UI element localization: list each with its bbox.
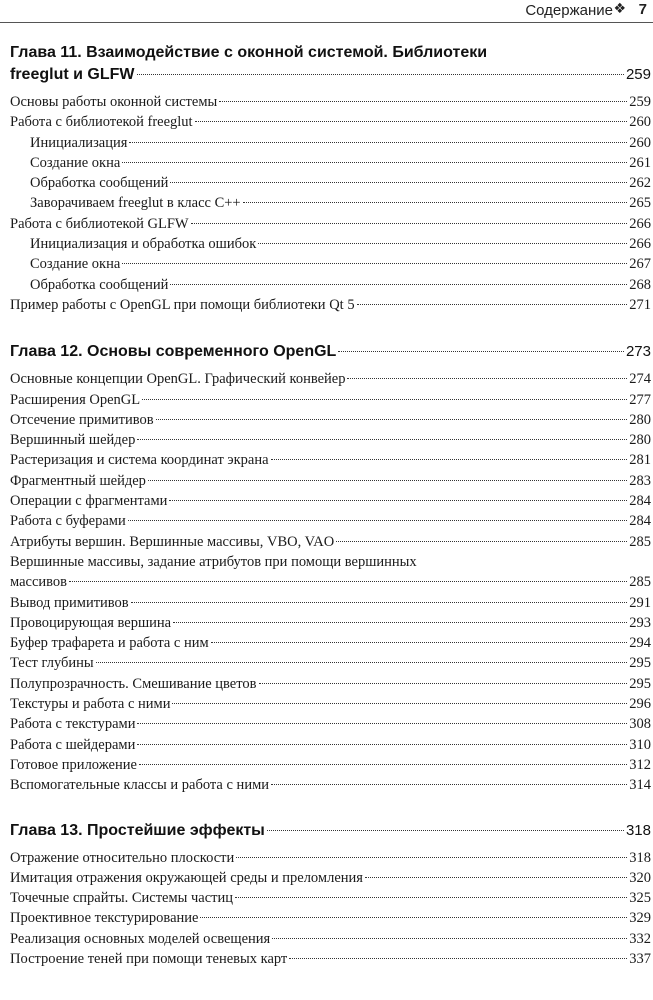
toc-entry-page-number: 280 <box>629 411 651 428</box>
toc-entry-page-number: 332 <box>629 930 651 947</box>
dot-leader <box>338 351 624 352</box>
toc-entry-label: Пример работы с OpenGL при помощи библиотеки Qt 5 <box>10 296 355 313</box>
dot-leader <box>137 744 627 745</box>
toc-entry[interactable] <box>10 92 651 112</box>
toc-entry-page-number: 261 <box>629 154 651 171</box>
dot-leader <box>191 223 628 224</box>
toc-entry-page-number: 325 <box>629 890 651 907</box>
toc-entry-label: Проективное текстурирование <box>10 910 199 927</box>
toc-entry[interactable] <box>10 593 651 613</box>
toc-entry-page-number: 265 <box>629 195 651 212</box>
toc-entry[interactable] <box>10 112 651 132</box>
toc-entry-label: Отсечение примитивов <box>10 411 154 428</box>
toc-entry-page-number: 284 <box>629 513 651 530</box>
dot-leader <box>172 703 627 704</box>
toc-entry-page-number: 294 <box>629 635 651 652</box>
toc-entry[interactable] <box>10 755 651 775</box>
dot-leader <box>148 480 627 481</box>
toc-entry[interactable] <box>10 275 651 295</box>
toc-entry[interactable] <box>10 848 651 868</box>
toc-entry-page-number: 295 <box>629 675 651 692</box>
toc-entry-page-number: 266 <box>629 215 651 232</box>
header-page-number: 7 <box>638 1 647 18</box>
dot-leader <box>195 121 628 122</box>
toc-entry[interactable] <box>10 491 651 511</box>
chapter-title[interactable] <box>10 341 651 363</box>
toc-entry[interactable] <box>10 430 651 450</box>
toc-entry[interactable] <box>10 450 651 470</box>
toc-entry-page-number: 271 <box>629 296 651 313</box>
chapter-title-line: Глава 11. Взаимодействие с оконной системой. Библиотеки <box>10 44 488 61</box>
toc-entry-label: Отражение относительно плоскости <box>10 849 235 866</box>
toc-entry[interactable] <box>10 133 651 153</box>
toc-entry-page-number: 281 <box>629 452 651 469</box>
dot-leader <box>139 764 627 765</box>
toc-entry-label: Провоцирующая вершина <box>10 614 172 631</box>
toc-entry[interactable] <box>10 173 651 193</box>
toc-entry-label: Заворачиваем freeglut в класс C++ <box>30 195 241 212</box>
toc-entry-page-number: 268 <box>629 276 651 293</box>
toc-entry-page-number: 284 <box>629 493 651 510</box>
dot-leader <box>259 683 628 684</box>
chapter-block <box>10 42 651 315</box>
toc-entry-page-number: 296 <box>629 696 651 713</box>
toc-entry-label: Растеризация и система координат экрана <box>10 452 269 469</box>
chapter-page-number: 259 <box>625 66 651 83</box>
dot-leader <box>271 784 627 785</box>
toc-entry-label: Обработка сообщений <box>30 175 169 192</box>
toc-entry-page-number: 277 <box>629 391 651 408</box>
toc-entry-page-number: 283 <box>629 472 651 489</box>
toc-entry-label: Работа с библиотекой GLFW <box>10 215 189 232</box>
dot-leader <box>267 830 624 831</box>
chapter-page-number: 273 <box>625 343 651 361</box>
toc-entry-label: Работа с текстурами <box>10 716 136 733</box>
toc-entry[interactable] <box>10 775 651 795</box>
entry-list <box>10 369 651 795</box>
chapter-title[interactable] <box>10 42 651 86</box>
toc-entry-page-number: 285 <box>629 574 651 591</box>
dot-leader <box>357 304 628 305</box>
toc-entry[interactable] <box>10 674 651 694</box>
toc-entry[interactable] <box>10 929 651 949</box>
toc-entry-label: Обработка сообщений <box>30 276 169 293</box>
dot-leader <box>142 399 627 400</box>
toc-entry[interactable] <box>10 552 651 593</box>
dot-leader <box>365 877 627 878</box>
dot-leader <box>289 958 627 959</box>
toc-entry[interactable] <box>10 153 651 173</box>
toc-entry-label: Работа с буферами <box>10 513 126 530</box>
toc-entry-label: Имитация отражения окружающей среды и преломления <box>10 869 363 886</box>
toc-entry-label: Вспомогательные классы и работа с ними <box>10 777 270 794</box>
toc-entry[interactable] <box>10 193 651 213</box>
toc-entry[interactable] <box>10 390 651 410</box>
toc-entry[interactable] <box>10 295 651 315</box>
toc-entry-label: Работа с библиотекой freeglut <box>10 114 193 131</box>
dot-leader <box>170 182 627 183</box>
toc-entry[interactable] <box>10 369 651 389</box>
toc-entry-label: Создание окна <box>30 256 121 273</box>
toc-entry[interactable] <box>10 694 651 714</box>
toc-entry-label: Основы работы оконной системы <box>10 94 218 110</box>
toc-entry[interactable] <box>10 471 651 491</box>
dot-leader <box>137 723 627 724</box>
toc-entry-page-number: 266 <box>629 236 651 253</box>
dot-leader <box>336 541 627 542</box>
toc-entry-label: Построение теней при помощи теневых карт <box>10 950 288 967</box>
toc-entry-label: Вершинный шейдер <box>10 432 136 449</box>
dot-leader <box>170 284 627 285</box>
toc-entry-page-number: 285 <box>629 533 651 550</box>
toc-entry-label: Текстуры и работа с ними <box>10 696 171 713</box>
dot-leader <box>137 439 627 440</box>
dot-leader <box>211 642 628 643</box>
chapter-block <box>10 820 651 970</box>
toc-entry-page-number: 312 <box>629 756 651 773</box>
toc-entry-label: Реализация основных моделей освещения <box>10 930 271 947</box>
toc-entry-label: Инициализация <box>30 134 128 151</box>
dot-leader <box>122 263 627 264</box>
dot-leader <box>122 162 627 163</box>
toc-entry[interactable] <box>10 511 651 531</box>
entry-list <box>10 848 651 970</box>
toc-entry-label: Создание окна <box>30 154 121 171</box>
toc-entry-page-number: 259 <box>629 94 651 110</box>
dot-leader <box>272 938 627 939</box>
toc-entry[interactable] <box>10 714 651 734</box>
ornament-icon: ❖ <box>613 1 626 17</box>
chapter-title-text: freeglut и GLFW <box>10 66 135 83</box>
toc-entry-label-line: Вершинные массивы, задание атрибутов при помощи вершинных <box>10 553 417 570</box>
dot-leader <box>69 581 627 582</box>
toc-entry[interactable] <box>10 653 651 673</box>
dot-leader <box>173 622 627 623</box>
toc-entry-label: Полупрозрачность. Смешивание цветов <box>10 675 257 692</box>
toc-entry-page-number: 320 <box>629 869 651 886</box>
toc-entry-page-number: 260 <box>629 134 651 151</box>
toc-entry-label: Расширения OpenGL <box>10 391 141 408</box>
toc-entry-label: Инициализация и обработка ошибок <box>30 236 257 253</box>
toc-entry-page-number: 314 <box>629 777 651 794</box>
toc-entry-page-number: 274 <box>629 371 651 388</box>
chapter-title[interactable] <box>10 820 651 842</box>
toc-entry[interactable] <box>10 735 651 755</box>
toc-entry-page-number: 310 <box>629 736 651 753</box>
toc-entry-page-number: 308 <box>629 716 651 733</box>
dot-leader <box>258 243 627 244</box>
dot-leader <box>137 74 624 75</box>
toc-entry[interactable] <box>10 888 651 908</box>
toc-entry[interactable] <box>10 234 651 254</box>
chapter-title-text: Глава 12. Основы современного OpenGL <box>10 343 337 361</box>
entry-list <box>10 92 651 315</box>
dot-leader <box>271 459 628 460</box>
dot-leader <box>169 500 627 501</box>
dot-leader <box>156 419 628 420</box>
toc-entry-label: Буфер трафарета и работа с ним <box>10 635 209 652</box>
dot-leader <box>243 202 628 203</box>
toc-entry-label: Вывод примитивов <box>10 594 129 611</box>
toc-entry-label: Основные концепции OpenGL. Графический конвейер <box>10 371 346 388</box>
header-rule <box>0 22 653 23</box>
dot-leader <box>129 142 627 143</box>
toc-entry-label: Работа с шейдерами <box>10 736 136 753</box>
dot-leader <box>347 378 627 379</box>
toc-entry-label: Операции с фрагментами <box>10 493 168 510</box>
toc-entry-label: Атрибуты вершин. Вершинные массивы, VBO, VAO <box>10 533 335 550</box>
toc-entry[interactable] <box>10 633 651 653</box>
toc-entry-page-number: 318 <box>629 849 651 866</box>
toc-entry-page-number: 260 <box>629 114 651 131</box>
toc-entry-page-number: 267 <box>629 256 651 273</box>
toc-entry-page-number: 262 <box>629 175 651 192</box>
toc-entry-label: Тест глубины <box>10 655 94 672</box>
dot-leader <box>236 857 627 858</box>
toc-entry-label: массивов <box>10 574 67 591</box>
table-of-contents <box>10 42 651 993</box>
chapter-title-text: Глава 13. Простейшие эффекты <box>10 821 265 839</box>
dot-leader <box>200 917 627 918</box>
dot-leader <box>219 101 627 102</box>
toc-entry[interactable] <box>10 410 651 430</box>
dot-leader <box>235 897 627 898</box>
toc-entry-page-number: 291 <box>629 594 651 611</box>
header-title: Содержание <box>525 2 613 19</box>
dot-leader <box>128 520 628 521</box>
toc-entry-label: Точечные спрайты. Системы частиц <box>10 890 234 907</box>
toc-entry[interactable] <box>10 908 651 928</box>
toc-entry-page-number: 329 <box>629 910 651 927</box>
toc-entry-page-number: 293 <box>629 614 651 631</box>
running-header <box>0 0 653 22</box>
toc-entry[interactable] <box>10 532 651 552</box>
toc-entry[interactable] <box>10 949 651 969</box>
toc-entry-label: Фрагментный шейдер <box>10 472 146 489</box>
chapter-page-number: 318 <box>625 821 651 839</box>
toc-entry-page-number: 295 <box>629 655 651 672</box>
toc-entry[interactable] <box>10 214 651 234</box>
dot-leader <box>131 602 628 603</box>
toc-entry-label: Готовое приложение <box>10 756 137 773</box>
chapter-block <box>10 341 651 795</box>
toc-entry-page-number: 337 <box>629 950 651 967</box>
toc-entry[interactable] <box>10 254 651 274</box>
toc-entry[interactable] <box>10 868 651 888</box>
toc-entry-page-number: 280 <box>629 432 651 449</box>
dot-leader <box>96 662 628 663</box>
toc-entry[interactable] <box>10 613 651 633</box>
